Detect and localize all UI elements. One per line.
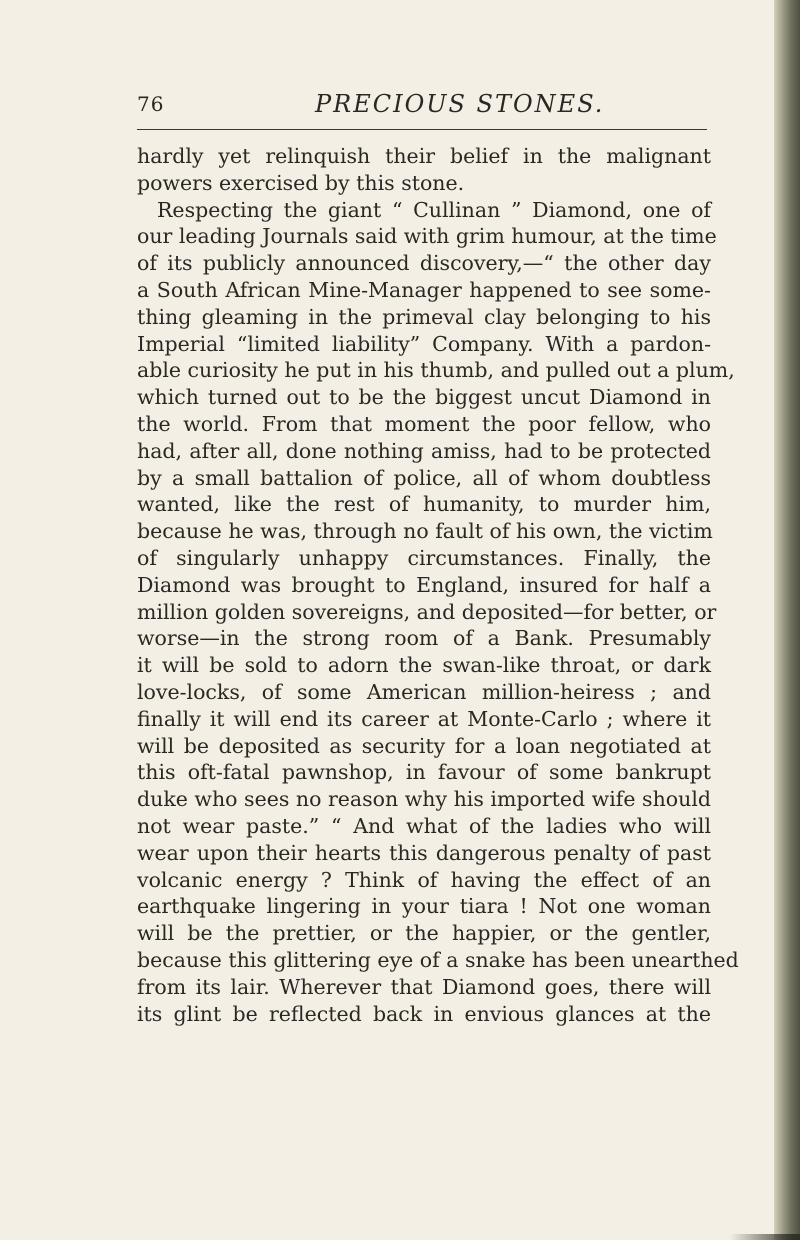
- text-line: will be the prettier, or the happier, or the gentler,: [137, 921, 711, 946]
- header-rule: [137, 129, 707, 130]
- page-number: 76: [137, 92, 165, 116]
- text-line: will be deposited as security for a loan negotiated at: [137, 733, 711, 758]
- book-spine-edge: [774, 0, 800, 1240]
- text-line: duke who sees no reason why his imported wife should: [137, 787, 711, 812]
- text-line: powers exercised by this stone.: [137, 170, 465, 195]
- text-line: our leading Journals said with grim humour, at the time: [137, 224, 717, 249]
- text-line: because he was, through no fault of his own, the victim: [137, 519, 713, 544]
- text-line: of singularly unhappy circumstances. Finally, the: [137, 545, 711, 570]
- text-line: this oft-fatal pawnshop, in favour of some bankrupt: [137, 760, 711, 785]
- text-line: the world. From that moment the poor fellow, who: [137, 411, 711, 436]
- text-line: it will be sold to adorn the swan-like throat, or dark: [137, 653, 711, 678]
- text-line: of its publicly announced discovery,—“ the other day: [137, 251, 711, 276]
- text-line: volcanic energy ? Think of having the effect of an: [137, 867, 711, 892]
- text-line: Respecting the giant “ Cullinan ” Diamond, one of: [157, 197, 711, 222]
- text-line: Diamond was brought to England, insured for half a: [137, 572, 711, 597]
- text-line: from its lair. Wherever that Diamond goes, there will: [137, 974, 711, 999]
- text-line: had, after all, done nothing amiss, had to be protected: [137, 438, 711, 463]
- text-line: wanted, like the rest of humanity, to murder him,: [137, 492, 711, 517]
- text-line: a South African Mine-Manager happened to see some-: [137, 277, 711, 302]
- body-text: [137, 143, 739, 1027]
- text-line: million golden sovereigns, and deposited—for better, or: [137, 599, 717, 624]
- text-line: its glint be reflected back in envious glances at the: [137, 1001, 711, 1026]
- text-line: worse—in the strong room of a Bank. Presumably: [137, 626, 711, 651]
- text-line: wear upon their hearts this dangerous penalty of past: [137, 840, 711, 865]
- text-line: earthquake lingering in your tiara ! Not one woman: [137, 894, 711, 919]
- text-line: because this glittering eye of a snake has been unearthed: [137, 947, 739, 972]
- page-corner-shadow: [730, 1234, 800, 1240]
- running-title: PRECIOUS STONES.: [315, 90, 605, 118]
- text-line: finally it will end its career at Monte-Carlo ; where it: [137, 706, 711, 731]
- text-line: by a small battalion of police, all of whom doubtless: [137, 465, 711, 490]
- running-head: [137, 86, 712, 126]
- text-line: not wear paste.” “ And what of the ladies who will: [137, 813, 711, 838]
- text-line: Imperial “limited liability” Company. With a pardon-: [137, 331, 711, 356]
- text-line: able curiosity he put in his thumb, and pulled out a plum,: [137, 358, 735, 383]
- text-line: which turned out to be the biggest uncut Diamond in: [137, 385, 711, 410]
- text-line: love-locks, of some American million-heiress ; and: [137, 679, 711, 704]
- text-line: thing gleaming in the primeval clay belonging to his: [137, 304, 711, 329]
- text-line: hardly yet relinquish their belief in the malignant: [137, 144, 711, 168]
